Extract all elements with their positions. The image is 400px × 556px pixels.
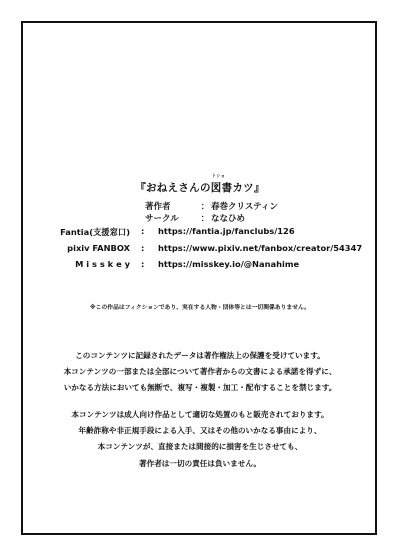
adult-notice-line: 本コンテンツは成人向け作品として適切な処置のもと販売されております。 [71,410,329,419]
credit-label: サークル [145,214,179,224]
adult-notice-line: 年齢詐称や非正規手段による入手、又はその他のいかなる事由により、 [78,426,322,435]
fiction-notice: ※この作品はフィクションであり、実在する人物・団体等とは一切関係ありません。 [90,305,310,311]
fanbox-link[interactable]: https://www.pixiv.net/fanbox/creator/54347 [158,243,363,253]
misskey-link[interactable]: https://misskey.io/@Nanahime [158,259,300,269]
copyright-line: このコンテンツに記録されたデータは著作権法上の保護を受けています。 [75,351,325,360]
credit-circle [145,212,245,224]
link-colon: : [141,243,145,253]
adult-notice-line: 著作者は一切の責任は負いません。 [139,459,261,468]
link-colon: : [141,226,145,236]
link-label: Fantia(支援窓口) [60,227,130,237]
link-label: M i s s k e y [75,259,130,269]
work-title: 『おねえさんの図書カツ』 [135,182,265,194]
copyright-line: いかなる方法においても無断で、複写・複製・加工・配布することを禁じます。 [63,383,337,392]
copyright-line: 本コンテンツの一部または全部について著作者からの文書による承諾を得ずに、 [63,367,337,376]
credit-author [145,200,278,212]
link-colon: : [141,259,145,269]
credit-colon: ： [200,202,210,212]
title-ruby: トショ [212,173,226,178]
credit-value: ななひめ [211,214,246,224]
credit-value: 春巻クリスティン [211,202,278,212]
credit-colon: ： [200,214,210,224]
credit-label: 著作者 [145,202,171,212]
fantia-link[interactable]: https://fantia.jp/fanclubs/126 [158,226,295,236]
adult-notice-line: 本コンテンツが、直接または間接的に損害を生じさせても、 [97,442,303,451]
link-label: pixiv FANBOX [67,243,130,253]
